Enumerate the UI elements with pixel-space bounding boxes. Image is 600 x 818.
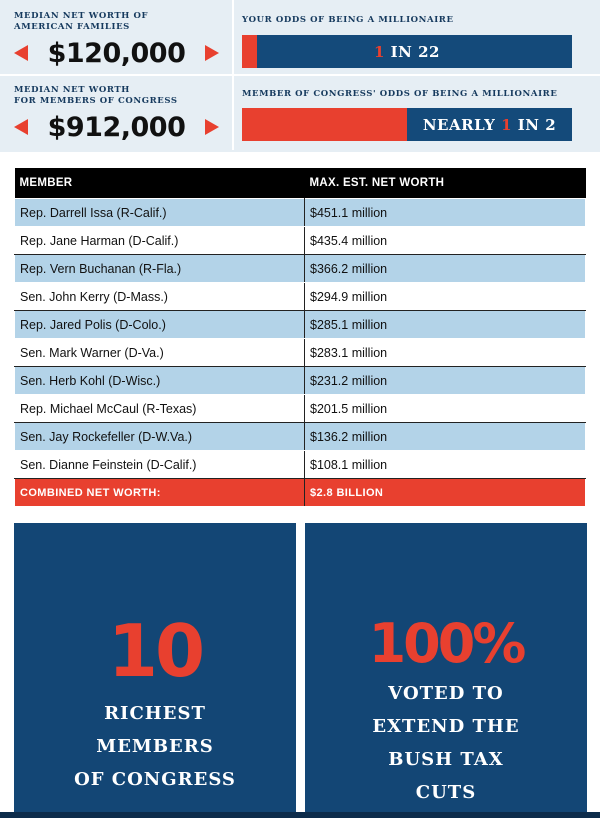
table-row (15, 423, 586, 451)
your-odds-rest: IN 22 (384, 42, 440, 61)
families-networth (14, 36, 219, 70)
arrow-right-icon (205, 45, 219, 61)
member-name: Rep. Jane Harman (D-Calif.) (15, 227, 305, 255)
member-name: Rep. Vern Buchanan (R-Fla.) (15, 255, 305, 283)
net-worth-value: $366.2 million (305, 255, 586, 283)
net-worth-value: $285.1 million (305, 311, 586, 339)
net-worth-value: $136.2 million (305, 423, 586, 451)
table-header-row (15, 168, 586, 199)
stat-box-richest (14, 523, 296, 818)
column-header-net-worth: MAX. EST. NET WORTH (305, 168, 586, 199)
congress-odds-number: 1 (501, 115, 513, 134)
total-label: COMBINED NET WORTH: (15, 479, 305, 507)
arrow-right-icon (205, 119, 219, 135)
member-name: Rep. Michael McCaul (R-Texas) (15, 395, 305, 423)
net-worth-value: $283.1 million (305, 339, 586, 367)
member-name: Sen. Herb Kohl (D-Wisc.) (15, 367, 305, 395)
stat-box-tax-cuts (305, 523, 587, 818)
total-value: $2.8 BILLION (305, 479, 586, 507)
congress-odds-label: MEMBER OF CONGRESS' ODDS OF BEING A MILLIONAIRE (242, 89, 558, 99)
member-name: Rep. Darrell Issa (R-Calif.) (15, 199, 305, 227)
member-name: Sen. Mark Warner (D-Va.) (15, 339, 305, 367)
arrow-left-icon (14, 119, 28, 135)
bottom-border (0, 812, 600, 818)
table-row (15, 283, 586, 311)
table-row (15, 255, 586, 283)
table-row (15, 395, 586, 423)
stat-number-tax-cuts: 100% (368, 612, 524, 675)
your-odds-number: 1 (374, 42, 385, 61)
congress-odds-pre: NEARLY (422, 115, 502, 134)
stat-number-richest: 10 (107, 609, 203, 693)
net-worth-value: $451.1 million (305, 199, 586, 227)
families-networth-value: $120,000 (47, 37, 186, 69)
arrow-left-icon (14, 45, 28, 61)
congress-networth (14, 110, 219, 144)
congress-networth-value: $912,000 (47, 111, 186, 143)
congress-odds-bar-fill (242, 108, 407, 141)
stat-caption-tax-cuts: VOTED TO EXTEND THE BUSH TAX CUTS (372, 683, 520, 803)
member-name: Rep. Jared Polis (D-Colo.) (15, 311, 305, 339)
stat-caption-richest: RICHEST MEMBERS OF CONGRESS (74, 703, 236, 790)
net-worth-value: $201.5 million (305, 395, 586, 423)
net-worth-value: $435.4 million (305, 227, 586, 255)
your-odds-bar (242, 35, 572, 68)
column-header-member: MEMBER (15, 168, 305, 199)
member-name: Sen. Dianne Feinstein (D-Calif.) (15, 451, 305, 479)
member-name: Sen. John Kerry (D-Mass.) (15, 283, 305, 311)
table-row (15, 367, 586, 395)
richest-members-table (14, 168, 586, 507)
table-row (15, 227, 586, 255)
net-worth-value: $108.1 million (305, 451, 586, 479)
table-total-row (15, 479, 586, 507)
your-odds-text (242, 35, 572, 68)
net-worth-value: $231.2 million (305, 367, 586, 395)
table-row (15, 451, 586, 479)
table-row (15, 199, 586, 227)
table-row (15, 339, 586, 367)
families-networth-label: MEDIAN NET WORTH OF AMERICAN FAMILIES (14, 11, 149, 32)
your-odds-label: YOUR ODDS OF BEING A MILLIONAIRE (242, 15, 454, 25)
net-worth-value: $294.9 million (305, 283, 586, 311)
table-row (15, 311, 586, 339)
congress-odds-rest: IN 2 (512, 115, 557, 134)
panel-divider-horizontal (0, 74, 600, 76)
congress-networth-label: MEDIAN NET WORTH FOR MEMBERS OF CONGRESS (14, 85, 178, 106)
congress-odds-bar (242, 108, 572, 141)
member-name: Sen. Jay Rockefeller (D-W.Va.) (15, 423, 305, 451)
congress-odds-text (407, 108, 572, 141)
